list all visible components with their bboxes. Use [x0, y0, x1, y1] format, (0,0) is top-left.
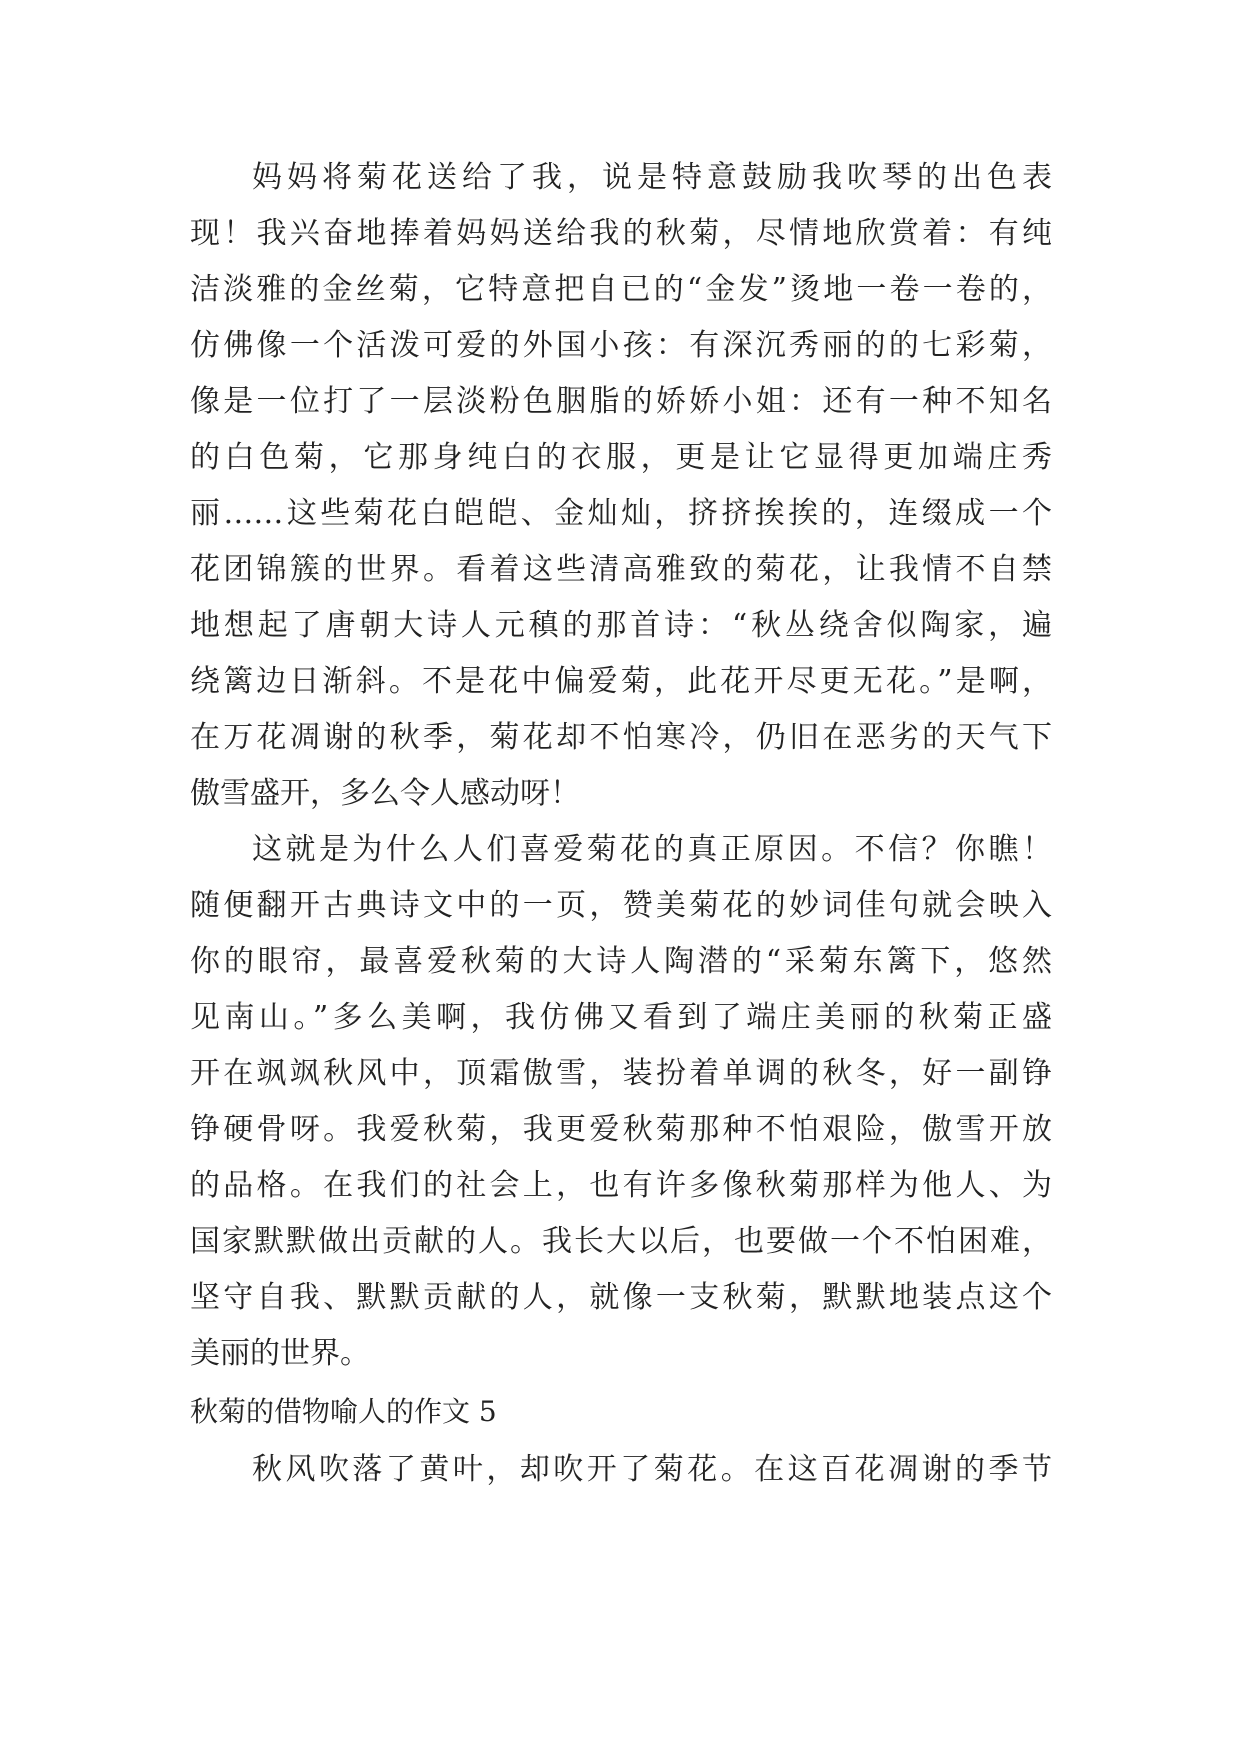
text-line: 的白色菊，它那身纯白的衣服，更是让它显得更加端庄秀: [190, 440, 1052, 475]
text-line: 现！我兴奋地捧着妈妈送给我的秋菊，尽情地欣赏着：有纯: [190, 216, 1052, 251]
text-line: 傲雪盛开，多么令人感动呀！: [190, 776, 580, 811]
paragraph-2: [190, 822, 1052, 1382]
text-line: 丽……这些菊花白皑皑、金灿灿，挤挤挨挨的，连缀成一个: [190, 496, 1052, 531]
text-line: 的品格。在我们的社会上，也有许多像秋菊那样为他人、为: [190, 1168, 1052, 1203]
document-page: [190, 150, 1052, 1498]
text-line: 仿佛像一个活泼可爱的外国小孩：有深沉秀丽的的七彩菊，: [190, 328, 1052, 363]
text-line: 秋风吹落了黄叶，却吹开了菊花。在这百花凋谢的季节: [252, 1452, 1052, 1487]
section-title: 秋菊的借物喻人的作文 5: [190, 1395, 497, 1428]
text-line: 开在飒飒秋风中，顶霜傲雪，装扮着单调的秋冬，好一副铮: [190, 1056, 1052, 1091]
text-line: 你的眼帘，最喜爱秋菊的大诗人陶潜的“采菊东篱下，悠然: [190, 944, 1052, 979]
text-line: 国家默默做出贡献的人。我长大以后，也要做一个不怕困难，: [190, 1224, 1052, 1259]
text-line: 地想起了唐朝大诗人元稹的那首诗：“秋丛绕舍似陶家，遍: [190, 608, 1052, 643]
text-line: 妈妈将菊花送给了我，说是特意鼓励我吹琴的出色表: [252, 160, 1052, 195]
text-line: 见南山。”多么美啊，我仿佛又看到了端庄美丽的秋菊正盛: [190, 1000, 1052, 1035]
text-line: 坚守自我、默默贡献的人，就像一支秋菊，默默地装点这个: [190, 1280, 1052, 1315]
text-line: 这就是为什么人们喜爱菊花的真正原因。不信？你瞧！: [252, 832, 1052, 867]
text-line: 在万花凋谢的秋季，菊花却不怕寒冷，仍旧在恶劣的天气下: [190, 720, 1052, 755]
text-line: 洁淡雅的金丝菊，它特意把自已的“金发”烫地一卷一卷的，: [190, 272, 1052, 307]
text-line: 花团锦簇的世界。看着这些清高雅致的菊花，让我情不自禁: [190, 552, 1052, 587]
text-line: 绕篱边日渐斜。不是花中偏爱菊，此花开尽更无花。”是啊，: [190, 664, 1052, 699]
paragraph-1: [190, 150, 1052, 822]
paragraph-3: [190, 1442, 1052, 1498]
text-line: 铮硬骨呀。我爱秋菊，我更爱秋菊那种不怕艰险，傲雪开放: [190, 1112, 1052, 1147]
text-line: 像是一位打了一层淡粉色胭脂的娇娇小姐：还有一种不知名: [190, 384, 1052, 419]
text-line: 随便翻开古典诗文中的一页，赞美菊花的妙词佳句就会映入: [190, 888, 1052, 923]
text-line: 美丽的世界。: [190, 1336, 370, 1371]
